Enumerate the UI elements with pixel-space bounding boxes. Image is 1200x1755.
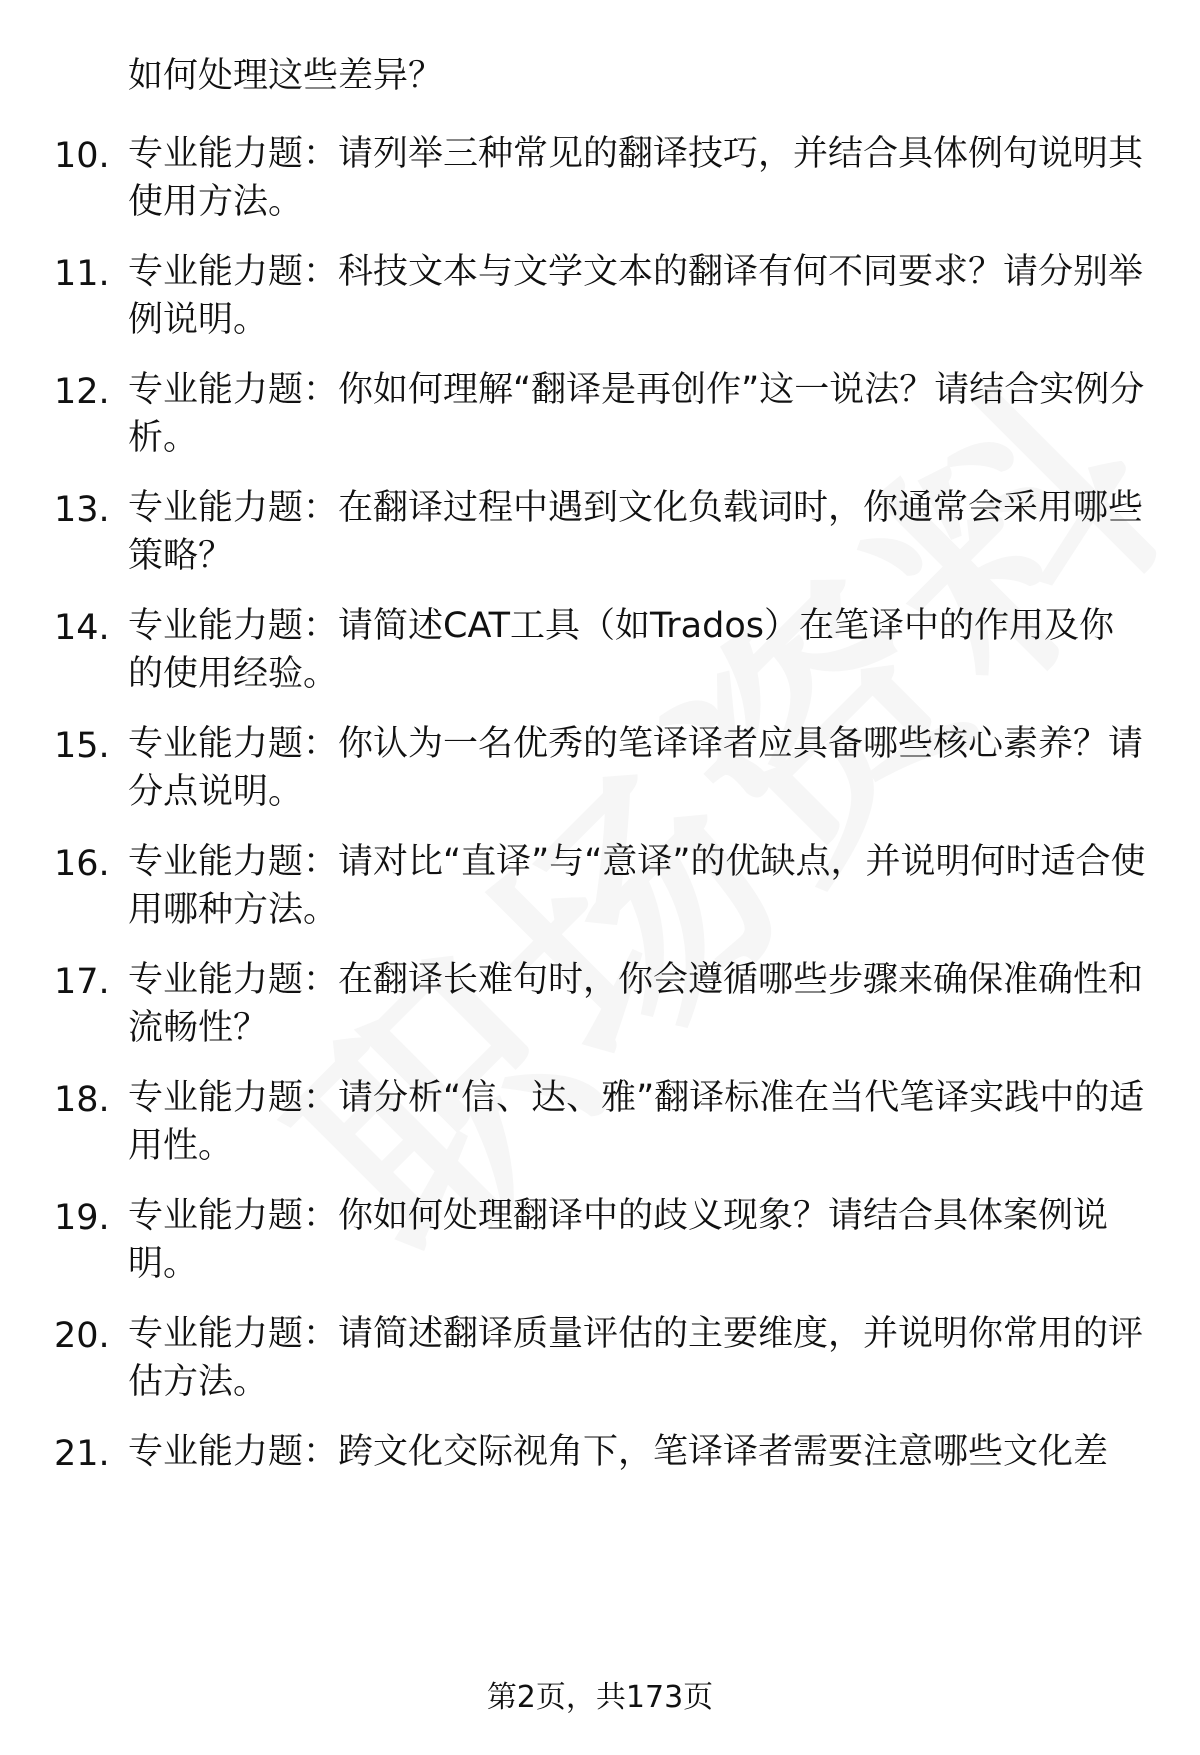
item-text: 专业能力题：你认为一名优秀的笔译译者应具备哪些核心素养？请分点说明。	[128, 724, 1144, 812]
item-text: 专业能力题：科技文本与文学文本的翻译有何不同要求？请分别举例说明。	[128, 252, 1144, 340]
item-text: 专业能力题：你如何理解“翻译是再创作”这一说法？请结合实例分析。	[128, 370, 1145, 458]
item-number: 20.	[54, 1316, 110, 1356]
item-number: 12.	[54, 372, 110, 412]
item-number: 21.	[54, 1434, 110, 1474]
item-number: 15.	[54, 726, 110, 766]
item-number: 10.	[54, 136, 110, 176]
item-text: 专业能力题：在翻译长难句时，你会遵循哪些步骤来确保准确性和流畅性？	[128, 960, 1144, 1048]
page-footer: 第2页，共173页	[486, 1680, 714, 1715]
item-text: 专业能力题：在翻译过程中遇到文化负载词时，你通常会采用哪些策略？	[128, 488, 1144, 576]
item-text: 专业能力题：请列举三种常见的翻译技巧，并结合具体例句说明其使用方法。	[128, 134, 1144, 222]
item-text: 专业能力题：请简述CAT工具（如Trados）在笔译中的作用及你的使用经验。	[128, 606, 1114, 694]
continuation-line: 如何处理这些差异？	[128, 56, 444, 96]
item-text: 专业能力题：请对比“直译”与“意译”的优缺点，并说明何时适合使用哪种方法。	[128, 842, 1146, 930]
item-number: 16.	[54, 844, 110, 884]
item-text: 专业能力题：跨文化交际视角下，笔译译者需要注意哪些文化差	[128, 1432, 1109, 1472]
item-number: 17.	[54, 962, 110, 1002]
item-number: 19.	[54, 1198, 110, 1238]
item-number: 14.	[54, 608, 110, 648]
item-text: 专业能力题：请简述翻译质量评估的主要维度，并说明你常用的评估方法。	[128, 1314, 1144, 1402]
item-number: 11.	[54, 254, 110, 294]
item-number: 13.	[54, 490, 110, 530]
item-text: 专业能力题：你如何处理翻译中的歧义现象？请结合具体案例说明。	[128, 1196, 1109, 1284]
item-text: 专业能力题：请分析“信、达、雅”翻译标准在当代笔译实践中的适用性。	[128, 1078, 1145, 1166]
item-number: 18.	[54, 1080, 110, 1120]
